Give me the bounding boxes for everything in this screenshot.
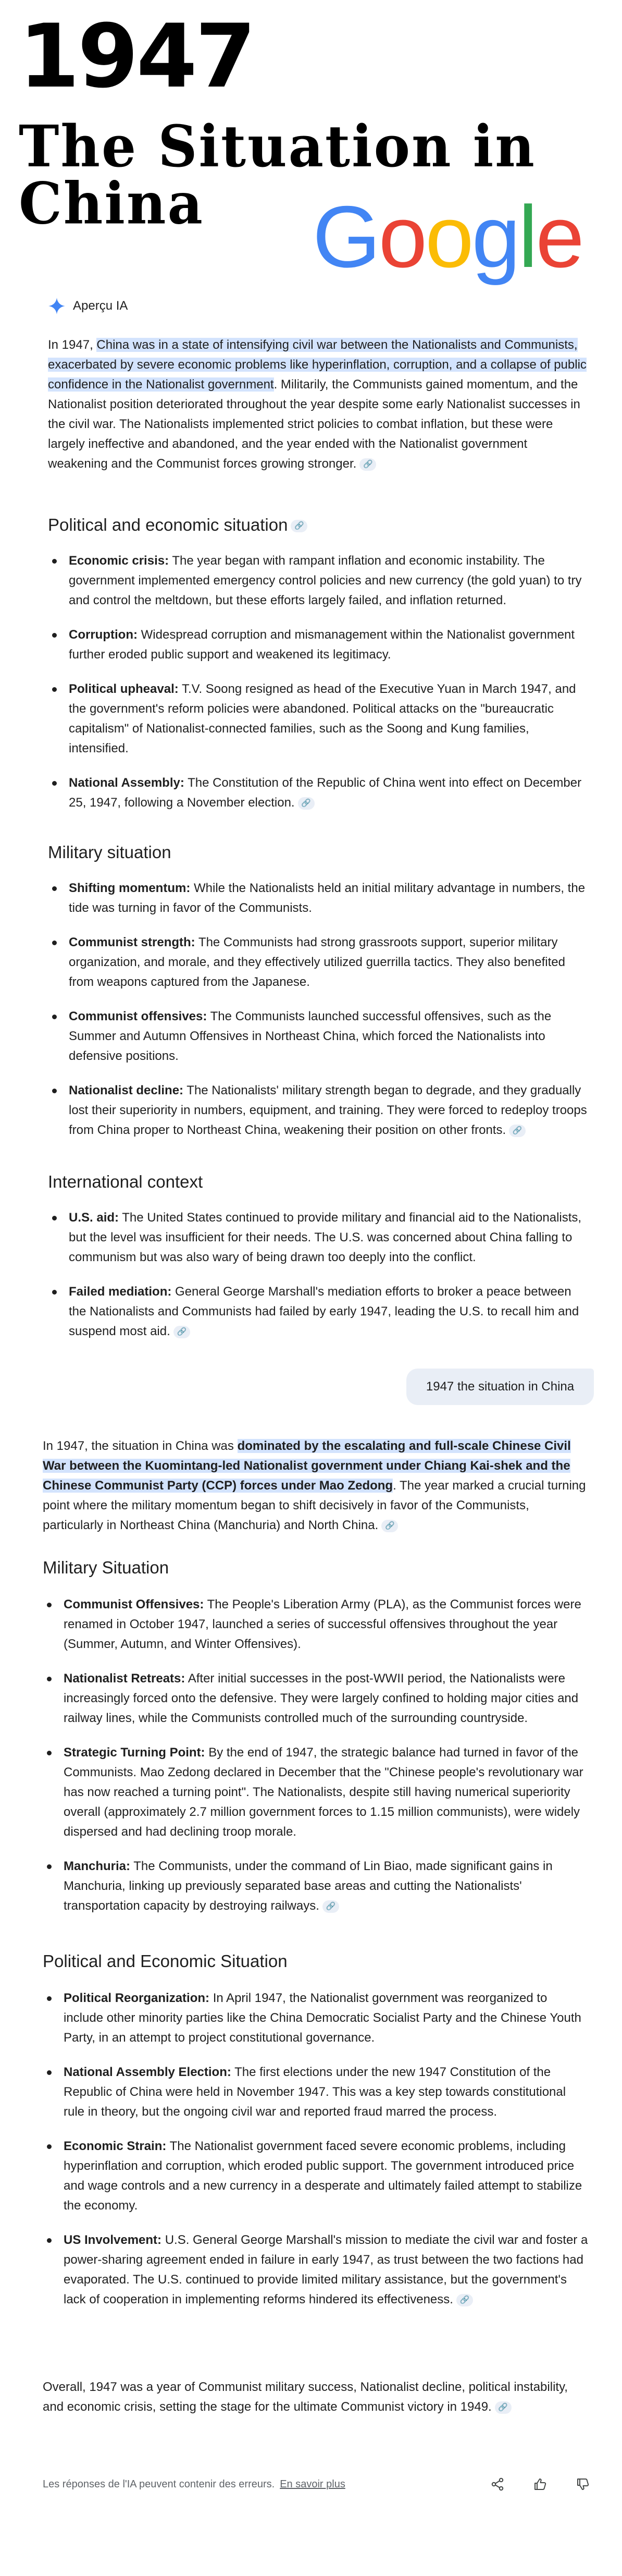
feedback-actions: [491, 2477, 590, 2491]
gemini-sparkle-icon: [48, 297, 66, 315]
section-political-economic-2: [43, 1950, 590, 2324]
intro-pre: In 1947,: [48, 338, 97, 352]
hero-banner: [0, 0, 622, 292]
list-item: Nationalist Retreats: After initial successes in the post-WWII period, the Nationalists were increasingly forced onto the defensive. They were largely confined to holding major cities and railway lines, while the Communists controlled much of the surrounding countryside.: [43, 1669, 590, 1728]
list-item: Political upheaval: T.V. Soong resigned as head of the Executive Yuan in March 1947, and the government's reform policies were abandoned. Political attacks on the "bureaucratic capitalism" of Nationalist-connected families, such as the Soong and Kung families, intensified.: [48, 679, 590, 759]
bullet-list: [48, 1208, 590, 1341]
bullet-list: [48, 551, 590, 813]
section-title: Political and economic situation 🔗: [48, 514, 590, 536]
conclusion-paragraph: Overall, 1947 was a year of Communist military success, Nationalist decline, political instability, and economic crisis, setting the stage for the ultimate Communist victory in 1949. 🔗: [43, 2380, 568, 2414]
list-item: Manchuria: The Communists, under the command of Lin Biao, made significant gains in Manchuria, linking up previously separated base areas and cutting the Nationalists' transportation capacity by destroying railways. 🔗: [43, 1857, 590, 1916]
section-title: Military Situation: [43, 1558, 169, 1577]
list-item: Communist offensives: The Communists launched successful offensives, such as the Summer and Autumn Offensives in Northeast China, which forced the Nationalists into defensive positions.: [48, 1007, 590, 1066]
list-item: Shifting momentum: While the Nationalists held an initial military advantage in numbers, the tide was turning in favor of the Communists.: [48, 878, 590, 918]
ai-disclaimer: Les réponses de l'IA peuvent contenir des erreurs. En savoir plus: [43, 2479, 345, 2490]
google-logo: [313, 188, 582, 286]
list-item: National Assembly Election: The first elections under the new 1947 Constitution of the Republic of China were held in November 1947. This was a key step towards constitutional rule in theory, but the ongoing civil war and reported fraud marred the process.: [43, 2062, 590, 2122]
list-item: Strategic Turning Point: By the end of 1947, the strategic balance had turned in favor of the Communists. Mao Zedong declared in December that the "Chinese people's revolutionary war has now reached a turning point". The Nationalists, despite still having numerical superiority overall (approximately 2.7 million government forces to 1.15 million communists), were widely dispersed and had declining troop morale.: [43, 1743, 590, 1842]
ai-footer: [43, 2469, 590, 2500]
link-icon[interactable]: 🔗: [495, 2401, 512, 2414]
answer2-paragraph: In 1947, the situation in China was dominated by the escalating and full-scale Chinese Civil War between the Kuomintang-led Nationalist government under Chiang Kai-shek and the Chinese Communist Party (CCP) forces under Mao Zedong. The year marked a crucial turning point where the military momentum began to shift decisively in favor of the Communists, particularly in Northeast China (Manchuria) and North China. 🔗: [43, 1439, 586, 1532]
bullet-list: [43, 1988, 590, 2310]
intro-paragraph: [48, 335, 590, 474]
section-title: International context: [48, 1172, 203, 1191]
thumbs-up-icon[interactable]: [533, 2477, 547, 2491]
section-title: Political and Economic Situation: [43, 1951, 288, 1971]
bullet-list: [48, 878, 590, 1140]
intro-post: . Militarily, the Communists gained momentum, and the Nationalist position deteriorated throughout the year despite some early Nationalist successes in the civil war. The Nationalists implemented strict policies to combat inflation, but these were largely ineffective and abandoned, and the year ended with the Nationalist government weakening and the Communist forces growing stronger.: [48, 377, 580, 471]
hero-year: 1947: [19, 5, 254, 107]
link-icon[interactable]: 🔗: [509, 1125, 526, 1137]
section-military: [48, 841, 590, 1155]
link-icon[interactable]: 🔗: [173, 1326, 190, 1338]
share-icon[interactable]: [491, 2477, 504, 2491]
list-item: Economic crisis: The year began with rampant inflation and economic instability. The government implemented emergency control policies and new currency (the gold yuan) to try and control the meltdown, but these efforts largely failed, and inflation returned.: [48, 551, 590, 611]
link-icon[interactable]: 🔗: [456, 2294, 473, 2306]
list-item: U.S. aid: The United States continued to provide military and financial aid to the Nationalists, but the level was insufficient for their needs. The U.S. was concerned about China falling to communism but was also wary of being drawn too deeply into the conflict.: [48, 1208, 590, 1267]
link-icon[interactable]: 🔗: [381, 1520, 398, 1532]
list-item: Nationalist decline: The Nationalists' military strength began to degrade, and they gradually lost their superiority in numbers, equipment, and training. They were forced to redeploy troops from China proper to Northeast China, weakening their position on other fronts. 🔗: [48, 1081, 590, 1140]
list-item: National Assembly: The Constitution of the Republic of China went into effect on December 25, 1947, following a November election. 🔗: [48, 773, 590, 813]
link-icon[interactable]: 🔗: [322, 1900, 339, 1913]
list-item: Political Reorganization: In April 1947, the Nationalist government was reorganized to include other minority parties like the China Democratic Socialist Party and the Chinese Youth Party, in an attempt to project constitutional governance.: [43, 1988, 590, 2048]
list-item: US Involvement: U.S. General George Marshall's mission to mediate the civil war and foster a power-sharing agreement ended in failure in early 1947, as trust between the two factions had evaporated. The U.S. continued to provide limited military assistance, but the government's lack of cooperation in implementing reforms hindered its effectiveness. 🔗: [43, 2230, 590, 2310]
intro-highlight: China was in a state of intensifying civil war between the Nationalists and Communists, exacerbated by severe economic problems like hyperinflation, corruption, and a collapse of public confidence in the Nationalist government: [48, 338, 587, 392]
list-item: Economic Strain: The Nationalist government faced severe economic problems, including hyperinflation and corruption, which eroded public support. The government introduced price and wage controls and a new currency in a desperate and ultimately failed attempt to stabilize the economy.: [43, 2137, 590, 2216]
user-query-bubble: 1947 the situation in China: [406, 1369, 594, 1405]
svg-text:Google: Google: [313, 188, 582, 286]
hero-title: The Situation in China: [19, 113, 536, 237]
bullet-list: [43, 1595, 590, 1916]
list-item: Communist strength: The Communists had strong grassroots support, superior military organization, and morale, and they effectively utilized guerrilla tactics. They also benefited from weapons captured from the Japanese.: [48, 933, 590, 992]
ai-overview-header: [48, 295, 128, 318]
section-international: [48, 1170, 590, 1356]
list-item: Failed mediation: General George Marshall's mediation efforts to broker a peace between the Nationalists and Communists had failed by early 1947, leading the U.S. to recall him and suspend most aid. 🔗: [48, 1282, 590, 1341]
list-item: Corruption: Widespread corruption and mismanagement within the Nationalist government further eroded public support and weakened its legitimacy.: [48, 625, 590, 665]
section-political-economic: [48, 514, 590, 827]
answer2-highlight: dominated by the escalating and full-scale Chinese Civil War between the Kuomintang-led Nationalist government under Chiang Kai-shek and the Chinese Communist Party (CCP) forces under Mao Zedong: [43, 1439, 571, 1493]
section-title: Military situation: [48, 843, 171, 862]
link-icon[interactable]: 🔗: [359, 458, 376, 471]
thumbs-down-icon[interactable]: [576, 2477, 590, 2491]
link-icon[interactable]: 🔗: [298, 797, 315, 810]
google-logo-wordmark: [313, 188, 582, 286]
ai-overview-label: Aperçu IA: [73, 299, 128, 313]
link-icon[interactable]: 🔗: [291, 520, 307, 532]
list-item: Communist Offensives: The People's Liberation Army (PLA), as the Communist forces were renamed in October 1947, launched a series of successful offensives throughout the year (Summer, Autumn, and Winter Offensives).: [43, 1595, 590, 1654]
section-military-2: [43, 1556, 590, 1931]
learn-more-link[interactable]: En savoir plus: [280, 2479, 345, 2490]
